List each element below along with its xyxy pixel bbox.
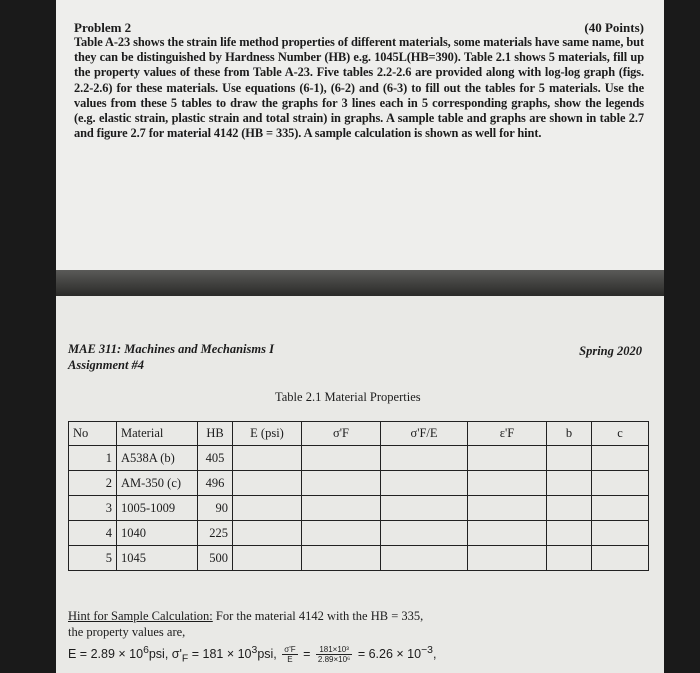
col-header-epsilon-f: ε'F	[468, 422, 547, 446]
cell-e[interactable]	[233, 546, 302, 571]
cell-epsilon-f[interactable]	[468, 521, 547, 546]
hint-e-exponent: 6	[143, 645, 149, 656]
cell-sigma-f[interactable]	[302, 496, 381, 521]
hint-sf-value: = 181 × 10	[188, 647, 252, 662]
cell-b[interactable]	[547, 546, 592, 571]
hint-result: = 6.26 × 10	[357, 647, 422, 662]
hint-fraction-sf-over-e	[282, 645, 297, 664]
cell-sigma-f[interactable]	[302, 546, 381, 571]
row-hb: 225	[198, 521, 233, 546]
material-properties-table	[68, 421, 649, 571]
cell-b[interactable]	[547, 471, 592, 496]
hint-e-value: E = 2.89 × 10	[68, 647, 144, 662]
hint-formula	[68, 645, 436, 665]
col-header-sigma-f: σ'F	[302, 422, 381, 446]
col-header-e: E (psi)	[233, 422, 302, 446]
col-header-b: b	[547, 422, 592, 446]
cell-sigma-f[interactable]	[302, 471, 381, 496]
problem-title: Problem 2	[74, 20, 132, 35]
cell-sigma-f-over-e[interactable]	[381, 471, 468, 496]
hint-sf-exponent: 3	[251, 645, 258, 656]
table-header-row	[69, 422, 649, 446]
sheet-gap	[56, 270, 664, 296]
row-material: A538A (b)	[117, 446, 198, 471]
frac1-numerator: σ'F	[284, 645, 296, 655]
cell-c[interactable]	[592, 521, 649, 546]
table-row	[69, 446, 649, 471]
cell-epsilon-f[interactable]	[468, 546, 547, 571]
hint-trail: ,	[432, 647, 437, 662]
problem-points: (40 Points)	[584, 20, 644, 35]
cell-b[interactable]	[547, 446, 592, 471]
cell-sigma-f-over-e[interactable]	[381, 446, 468, 471]
term-label: Spring 2020	[579, 344, 642, 358]
cell-b[interactable]	[547, 496, 592, 521]
cell-epsilon-f[interactable]	[468, 496, 547, 521]
problem-body: Table A-23 shows the strain life method properties of different materials, some materials have same name, but they can be distinguished by Hardness Number (HB) e.g. 1045L(HB=390). Table 2.1 shows 5 materials, fill up the property values of these from Table A-23. Five tables 2.2-2.6 are provided along with log-log graph (figs. 2.2-2.6) for these materials. Use equations (6-1), (6-2) and (6-3) to fill out the tables for 5 materials. Use the values from these 5 tables to draw the graphs for 3 lines each in 5 corresponding graphs, show the legends (e.g. elastic strain, plastic strain and total strain) in graphs. A sample table and graphs are shown in table 2.7 and figure 2.7 for material 4142 (HB = 335). A sample calculation is shown as well for hint.	[74, 35, 644, 141]
hint-label: Hint for Sample Calculation:	[68, 609, 213, 623]
col-header-no: No	[69, 422, 117, 446]
cell-c[interactable]	[592, 546, 649, 571]
cell-e[interactable]	[233, 471, 302, 496]
frac2-denominator: 2.89×10⁶	[317, 655, 351, 665]
hint-sf-subscript: F	[181, 653, 189, 665]
row-hb: 405	[198, 446, 233, 471]
row-no: 3	[69, 496, 117, 521]
cell-c[interactable]	[592, 446, 649, 471]
hint-equals: =	[303, 647, 311, 662]
row-hb: 500	[198, 546, 233, 571]
problem-heading	[74, 20, 644, 36]
hint-line-2: the property values are,	[68, 625, 186, 639]
cell-epsilon-f[interactable]	[468, 446, 547, 471]
hint-e-unit: psi, σ'	[148, 647, 182, 662]
hint-text: For the material 4142 with the HB = 335,	[212, 609, 424, 623]
table-row	[69, 496, 649, 521]
cell-b[interactable]	[547, 521, 592, 546]
row-material: 1045	[117, 546, 198, 571]
hint-result-exponent: −3	[421, 645, 433, 656]
cell-sigma-f-over-e[interactable]	[381, 546, 468, 571]
table-row	[69, 546, 649, 571]
frac1-denominator: E	[287, 655, 293, 665]
table-caption: Table 2.1 Material Properties	[275, 390, 421, 404]
row-no: 4	[69, 521, 117, 546]
row-material: AM-350 (c)	[117, 471, 198, 496]
assignment-number: Assignment #4	[68, 358, 145, 372]
course-title: MAE 311: Machines and Mechanisms I	[68, 342, 274, 356]
col-header-hb: HB	[198, 422, 233, 446]
cell-e[interactable]	[233, 446, 302, 471]
hint-heading	[68, 609, 423, 624]
row-no: 5	[69, 546, 117, 571]
row-no: 1	[69, 446, 117, 471]
row-hb: 90	[198, 496, 233, 521]
hint-sf-unit: psi,	[257, 647, 277, 662]
cell-e[interactable]	[233, 521, 302, 546]
col-header-c: c	[592, 422, 649, 446]
table-row	[69, 471, 649, 496]
cell-sigma-f-over-e[interactable]	[381, 496, 468, 521]
row-material: 1005-1009	[117, 496, 198, 521]
cell-epsilon-f[interactable]	[468, 471, 547, 496]
cell-e[interactable]	[233, 496, 302, 521]
cell-c[interactable]	[592, 471, 649, 496]
col-header-sigma-f-over-e: σ'F/E	[381, 422, 468, 446]
cell-sigma-f[interactable]	[302, 521, 381, 546]
cell-c[interactable]	[592, 496, 649, 521]
hint-fraction-values	[316, 645, 352, 664]
row-material: 1040	[117, 521, 198, 546]
table-row	[69, 521, 649, 546]
cell-sigma-f[interactable]	[302, 446, 381, 471]
row-no: 2	[69, 471, 117, 496]
col-header-material: Material	[117, 422, 198, 446]
cell-sigma-f-over-e[interactable]	[381, 521, 468, 546]
row-hb: 496	[198, 471, 233, 496]
frac2-numerator: 181×10³	[316, 645, 352, 655]
